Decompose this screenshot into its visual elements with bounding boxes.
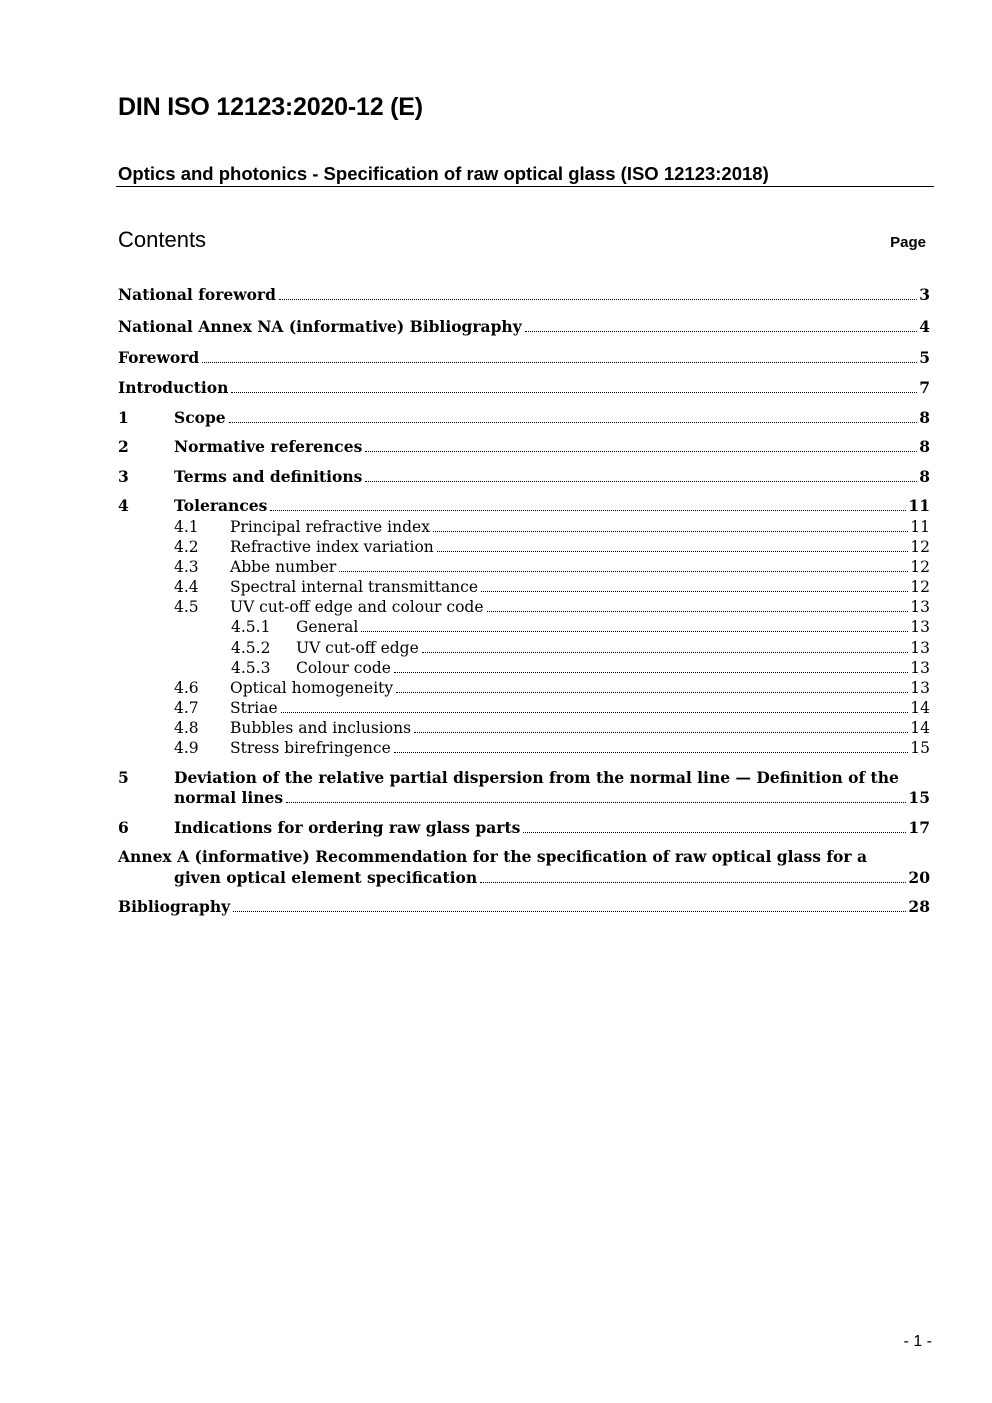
toc-entry-foreword[interactable] (118, 348, 930, 368)
toc-page: 13 (910, 659, 930, 677)
toc-page: 8 (919, 467, 930, 486)
toc-leader (231, 392, 917, 393)
toc-leader (361, 631, 908, 632)
toc-number: 4.1 (174, 518, 199, 536)
toc-label: National foreword (118, 285, 276, 304)
toc-leader (437, 551, 909, 552)
toc-leader (422, 652, 908, 653)
toc-leader (270, 510, 906, 511)
toc-leader (396, 692, 908, 693)
toc-entry-tolerances[interactable] (118, 496, 930, 516)
toc-page: 13 (910, 618, 930, 636)
toc-number: 4.7 (174, 699, 199, 717)
toc-leader (279, 299, 917, 300)
toc-label: UV cut-off edge (296, 639, 419, 657)
toc-entry-striae[interactable] (118, 698, 930, 718)
toc-leader (365, 481, 917, 482)
toc-label: Abbe number (230, 558, 337, 576)
toc-leader (202, 362, 917, 363)
toc-page: 12 (910, 538, 930, 556)
toc-number: 4.5.1 (231, 618, 271, 636)
toc-number: 4.2 (174, 538, 199, 556)
toc-entry-deviation[interactable] (118, 788, 930, 808)
toc-entry-deviation-line1[interactable]: Deviation of the relative partial dispersion from the normal line — Definition of the (174, 768, 899, 787)
toc-label: normal lines (174, 788, 284, 807)
toc-page: 8 (919, 408, 930, 427)
toc-leader (229, 422, 918, 423)
toc-entry-uv-cut-off-edge-and-colour-code[interactable] (118, 597, 930, 617)
toc-label: given optical element specification (174, 868, 478, 887)
toc-page: 13 (910, 598, 930, 616)
page-number: - 1 - (903, 1333, 932, 1350)
toc-page: 12 (910, 558, 930, 576)
toc-leader (480, 882, 906, 883)
toc-page: 7 (919, 378, 930, 397)
toc-label: Principal refractive index (230, 518, 430, 536)
toc-entry-indications-for-ordering[interactable] (118, 818, 930, 838)
toc-number: 6 (118, 818, 129, 837)
toc-page: 5 (919, 348, 930, 367)
toc-entry-deviation-number: 5 (118, 768, 129, 787)
toc-page: 3 (919, 285, 930, 304)
toc-entry-bubbles-and-inclusions[interactable] (118, 718, 930, 738)
toc-entry-uv-cut-off-edge[interactable] (118, 638, 930, 658)
toc-entry-refractive-index-variation[interactable] (118, 537, 930, 557)
toc-leader (339, 571, 908, 572)
page-column-label: Page (890, 234, 926, 251)
toc-leader (365, 451, 917, 452)
toc-leader (414, 732, 908, 733)
toc-entry-general[interactable] (118, 617, 930, 637)
toc-leader (233, 911, 906, 912)
toc-label: Bibliography (118, 897, 231, 916)
toc-page: 13 (910, 639, 930, 657)
toc-label: Refractive index variation (230, 538, 434, 556)
toc-number: 1 (118, 408, 129, 427)
toc-entry-national-foreword[interactable] (118, 285, 930, 305)
toc-number: 4.6 (174, 679, 199, 697)
toc-entry-stress-birefringence[interactable] (118, 738, 930, 758)
toc-leader (286, 802, 906, 803)
document-subtitle: Optics and photonics - Specification of raw optical glass (ISO 12123:2018) (118, 163, 769, 184)
toc-page: 11 (908, 496, 930, 515)
toc-leader (525, 331, 917, 332)
toc-leader (394, 672, 908, 673)
toc-label: National Annex NA (informative) Bibliography (118, 317, 522, 336)
toc-leader (523, 832, 906, 833)
toc-entry-annex-a-line1[interactable]: Annex A (informative) Recommendation for the specification of raw optical glass for a (118, 847, 868, 866)
toc-entry-scope[interactable] (118, 408, 930, 428)
toc-leader (487, 611, 909, 612)
toc-page: 20 (908, 868, 930, 887)
toc-number: 3 (118, 467, 129, 486)
toc-label: Stress birefringence (230, 739, 391, 757)
toc-page: 15 (910, 739, 930, 757)
toc-number: 4.5.3 (231, 659, 271, 677)
subtitle-rule (116, 186, 934, 187)
toc-leader (394, 752, 909, 753)
toc-page: 17 (908, 818, 930, 837)
toc-label: Normative references (174, 437, 363, 456)
toc-entry-introduction[interactable] (118, 378, 930, 398)
toc-leader (281, 712, 909, 713)
toc-label: Foreword (118, 348, 200, 367)
toc-entry-terms-and-definitions[interactable] (118, 467, 930, 487)
toc-number: 4.9 (174, 739, 199, 757)
toc-entry-colour-code[interactable] (118, 658, 930, 678)
toc-entry-spectral-internal-transmittance[interactable] (118, 577, 930, 597)
toc-page: 4 (919, 317, 930, 336)
toc-label: Colour code (296, 659, 391, 677)
toc-number: 4 (118, 496, 129, 515)
toc-entry-bibliography[interactable] (118, 897, 930, 917)
toc-number: 4.4 (174, 578, 199, 596)
toc-page: 28 (908, 897, 930, 916)
toc-entry-national-annex-na[interactable] (118, 317, 930, 337)
toc-entry-abbe-number[interactable] (118, 557, 930, 577)
toc-entry-normative-references[interactable] (118, 437, 930, 457)
toc-label: Tolerances (174, 496, 268, 515)
toc-page: 14 (910, 719, 930, 737)
toc-page: 11 (910, 518, 930, 536)
toc-number: 4.3 (174, 558, 199, 576)
toc-label: UV cut-off edge and colour code (230, 598, 484, 616)
toc-label: Bubbles and inclusions (230, 719, 412, 737)
toc-entry-optical-homogeneity[interactable] (118, 678, 930, 698)
toc-entry-principal-refractive-index[interactable] (118, 517, 930, 537)
toc-page: 13 (910, 679, 930, 697)
toc-label: Scope (174, 408, 226, 427)
toc-number: 2 (118, 437, 129, 456)
toc-label: Indications for ordering raw glass parts (174, 818, 521, 837)
toc-label: Optical homogeneity (230, 679, 394, 697)
toc-leader (433, 531, 908, 532)
toc-entry-annex-a[interactable] (118, 868, 930, 888)
toc-label: Introduction (118, 378, 229, 397)
toc-page: 8 (919, 437, 930, 456)
contents-heading: Contents (118, 227, 207, 252)
document-title: DIN ISO 12123:2020-12 (E) (118, 93, 423, 121)
toc-page: 12 (910, 578, 930, 596)
toc-number: 4.8 (174, 719, 199, 737)
toc-label: General (296, 618, 359, 636)
toc-label: Striae (230, 699, 278, 717)
toc-number: 4.5 (174, 598, 199, 616)
toc-page: 15 (908, 788, 930, 807)
toc-page: 14 (910, 699, 930, 717)
toc-leader (481, 591, 908, 592)
toc-number: 4.5.2 (231, 639, 271, 657)
toc-label: Spectral internal transmittance (230, 578, 479, 596)
toc-label: Terms and definitions (174, 467, 363, 486)
